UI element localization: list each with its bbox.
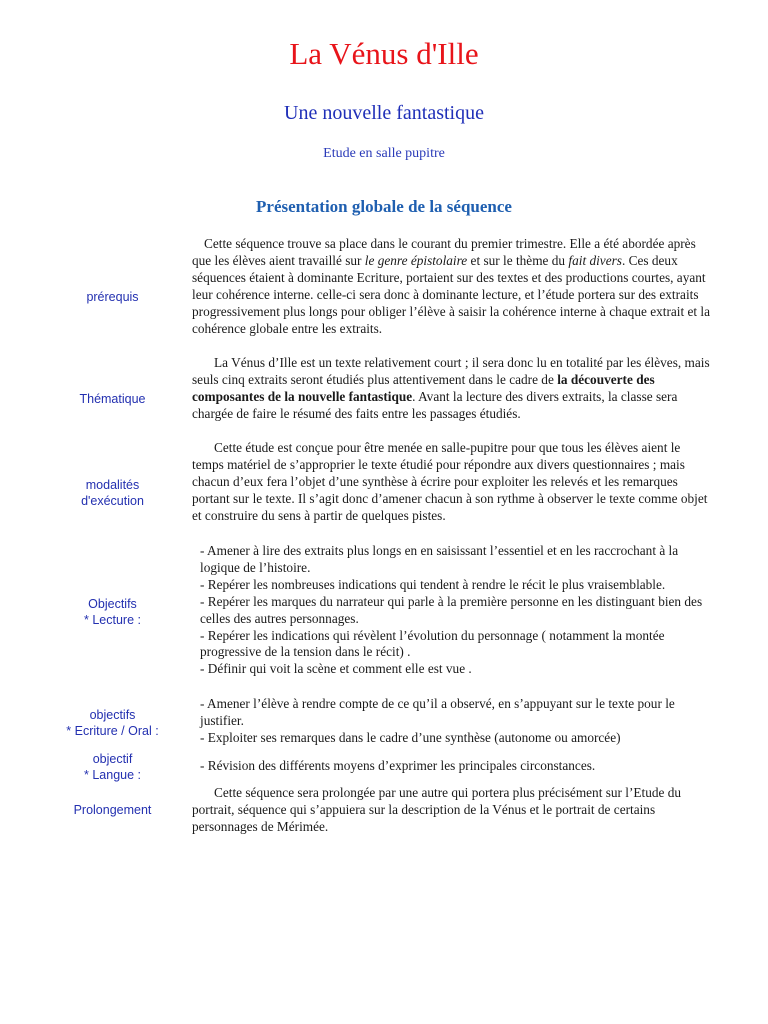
list-item: - Révision des différents moyens d’exprimer les principales circonstances. [200,758,596,773]
label-modalites-line2: d'exécution [81,494,144,508]
list-item: - Amener à lire des extraits plus longs en en saisissant l’essentiel et en les raccrochant à la logique de l’histoire. [200,543,679,575]
text-objectifs-ecriture [192,696,712,747]
text-objectifs-lecture [192,543,712,678]
paragraph-modalites: Cette étude est conçue pour être menée en salle-pupitre pour que tous les élèves aient le temps matériel de s’approprier le texte étudié pour répondre aux divers questionnaires ; mais chacun d’eux fera l’objet d’une synthèse à écrire pour exploiter les relevés et les remarques portant sur le texte. Il s’agit donc d’amener chacun à son rythme à observer le texte comme objet et construire du sens à partir de quelques pistes. [192,440,708,523]
label-thematique: Thématique [79,392,146,406]
paragraph-prolongement: Cette séquence sera prolongée par une autre qui portera plus précisément sur l’Etude du portrait, séquence qui s’appuiera sur la description de la Vénus et le portrait de certains personnages de Mérimée. [192,785,682,834]
label-objectif-langue-line2: * Langue : [84,768,141,782]
document-subtitle: Une nouvelle fantastique [284,102,484,124]
list-item: - Amener l’élève à rendre compte de ce qu’il a observé, en s’appuyant sur le texte pour le justifier. [200,696,675,728]
label-modalites [40,477,185,509]
document-title: La Vénus d'Ille [289,36,479,71]
label-prolongement: Prolongement [73,803,152,817]
text-objectif-langue [192,758,712,775]
label-objectifs-ecriture [40,707,185,739]
list-item: - Exploiter ses remarques dans le cadre d’une synthèse (autonome ou amorcée) [200,729,621,745]
text-prerequis [192,236,712,337]
label-objectif-langue [40,751,185,783]
label-objectifs-ecriture-line1: objectifs [89,708,136,722]
label-objectifs-lecture-line2: * Lecture : [84,613,141,627]
section-title: Présentation globale de la séquence [256,197,512,216]
label-objectifs-lecture [40,596,185,628]
list-item: - Repérer les nombreuses indications qui tendent à rendre le récit le plus vraisemblable. [200,576,666,592]
list-item: - Repérer les marques du narrateur qui parle à la première personne en les distinguant bien des celles des autres personnages. [200,593,703,626]
document-caption: Etude en salle pupitre [323,146,445,161]
paragraph-prerequis: Cette séquence trouve sa place dans le courant du premier trimestre. Elle a été abordée après que les élèves aient travaillé sur le genre épistolaire et sur le thème du fait divers. Ces deux séquences étaient à dominante Ecriture, portaient sur des textes et des productions courtes, ayant leur cohérence interne. celle-ci sera donc à dominante lecture, et l’étude portera sur des extraits progressivement plus longs pour obliger l’élève à saisir la cohérence interne à chaque extrait et la cohérence globale entre les extraits. [192,236,711,336]
label-objectifs-lecture-line1: Objectifs [88,597,137,611]
text-prolongement [192,785,712,836]
text-thematique [192,355,712,423]
paragraph-thematique: La Vénus d’Ille est un texte relativement court ; il sera donc lu en totalité par les élèves, mais seuls cinq extraits seront étudiés plus attentivement dans le cadre de la découverte des composantes de la nouvelle fantastique. Avant la lecture des divers extraits, la classe sera chargée de faire le résumé des faits entre les passages étudiés. [192,355,710,421]
label-objectif-langue-line1: objectif [92,752,133,766]
text-modalites [192,440,712,525]
label-prerequis: prérequis [86,290,139,304]
label-objectifs-ecriture-line2: * Ecriture / Oral : [66,724,159,738]
list-item: - Repérer les indications qui révèlent l’évolution du personnage ( notamment la montée progressive de la tension dans le récit) . [200,627,665,660]
label-modalites-line1: modalités [85,478,140,492]
list-item: - Définir qui voit la scène et comment elle est vue . [200,661,472,677]
